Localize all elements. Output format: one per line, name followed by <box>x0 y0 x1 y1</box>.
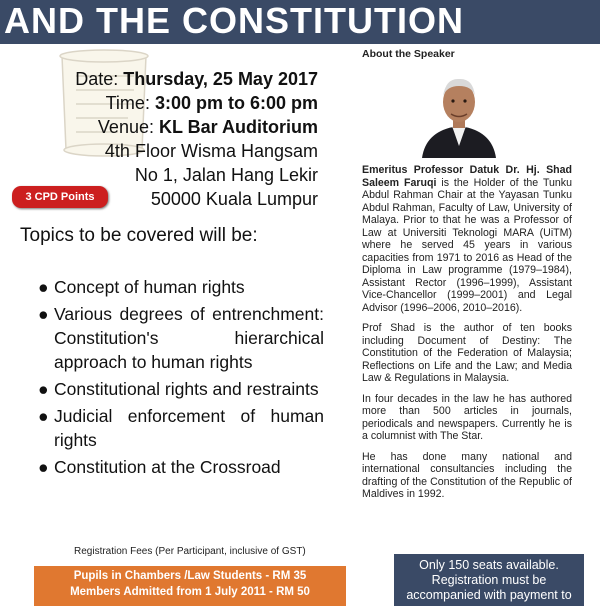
topics-list <box>38 275 324 482</box>
speaker-name: Emeritus Professor Datuk Dr. Hj. Shad Saleem Faruqi <box>362 164 572 189</box>
seats-line: Only 150 seats available. <box>419 558 559 572</box>
bullet-icon: ● <box>38 457 49 477</box>
registration-fees-label: Registration Fees (Per Participant, inclusive of GST) <box>74 546 306 557</box>
list-item <box>38 302 324 374</box>
about-speaker-heading: About the Speaker <box>362 48 455 60</box>
topic-text: Judicial enforcement of human rights <box>54 406 324 450</box>
speaker-bio <box>362 164 572 509</box>
bio-paragraph <box>362 164 572 314</box>
bio-paragraph: In four decades in the law he has authored more than 500 articles in journals, periodicals and newspapers. Currently he is a columnist with The Star. <box>362 392 572 442</box>
event-date <box>75 68 318 90</box>
topics-heading: Topics to be covered will be: <box>20 225 258 246</box>
venue-label: Venue: <box>97 117 159 137</box>
date-value: Thursday, 25 May 2017 <box>123 69 318 89</box>
fee-line: Pupils in Chambers /Law Students - RM 35 <box>73 570 307 582</box>
seats-line: Registration must be <box>431 573 547 587</box>
topic-text: Various degrees of entrenchment: Constitution's hierarchical approach to human rights <box>54 304 324 372</box>
fees-box <box>34 566 346 606</box>
seats-info-box <box>394 554 584 606</box>
event-time <box>106 92 318 114</box>
list-item <box>38 404 324 452</box>
bullet-icon: ● <box>38 304 49 324</box>
speaker-photo <box>416 68 502 158</box>
address-line: No 1, Jalan Hang Lekir <box>134 165 318 185</box>
address-line: 50000 Kuala Lumpur <box>150 189 318 209</box>
topic-text: Constitutional rights and restraints <box>54 379 319 399</box>
topic-text: Concept of human rights <box>54 277 245 297</box>
time-value: 3:00 pm to 6:00 pm <box>154 93 318 113</box>
fee-line: Members Admitted from 1 July 2011 - RM 50 <box>70 586 310 598</box>
address-line: 4th Floor Wisma Hangsam <box>104 141 318 161</box>
seats-line: accompanied with payment to <box>406 588 572 602</box>
list-item <box>38 455 324 479</box>
bullet-icon: ● <box>38 406 49 426</box>
title-banner <box>0 0 600 44</box>
bio-paragraph: He has done many national and international consultancies including the drafting of the Constitution of the Republic of Maldives in 1992. <box>362 450 572 500</box>
topic-text: Constitution at the Crossroad <box>54 457 281 477</box>
banner-title: AND THE CONSTITUTION <box>4 0 464 41</box>
bio-paragraph: Prof Shad is the author of ten books including Document of Destiny: The Constitution of the Federation of Malaysia; Reflections on Life and the Law; and Media Law & Regulations in Malaysia. <box>362 322 572 384</box>
bullet-icon: ● <box>38 379 49 399</box>
event-venue <box>98 116 318 138</box>
date-label: Date: <box>75 69 124 89</box>
venue-value: KL Bar Auditorium <box>158 117 318 137</box>
list-item <box>38 377 324 401</box>
bio-text: is the Holder of the Tunku Abdul Rahman Chair at the Yayasan Tunku Abdul Rahman, Faculty of Law, University of Malaya. Prior to that he was a Professor of Law at Universiti Teknologi MARA (UiTM) where he served 45 years in various capacities from 1971 to 2016 as Head of the Diploma in Law programme (1979–1984), Assistant Rector (1996–1999), Assistant Vice-Chancellor (1999–2001) and Legal Advisor (1996–2006, 2010–2016). <box>362 176 572 314</box>
list-item <box>38 275 324 299</box>
time-label: Time: <box>105 93 155 113</box>
cpd-points-badge: 3 CPD Points <box>12 186 108 208</box>
bullet-icon: ● <box>38 277 49 297</box>
